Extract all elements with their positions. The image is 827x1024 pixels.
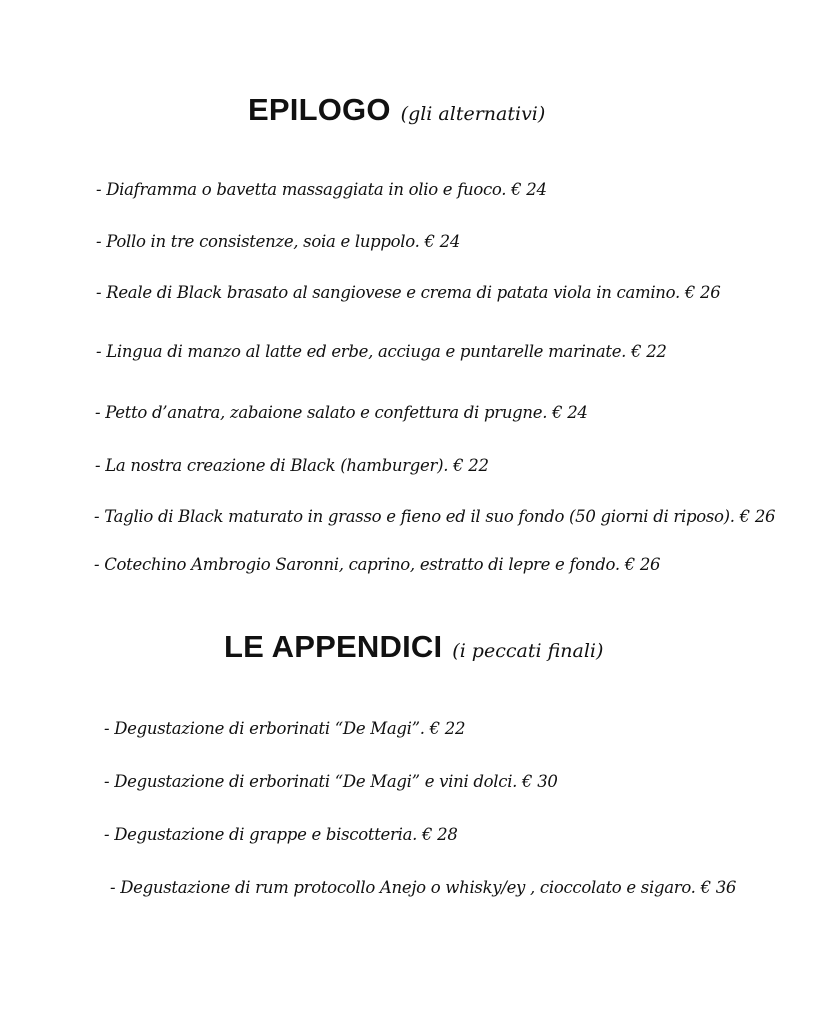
- appendici-heading: [224, 629, 603, 665]
- menu-item: - La nostra creazione di Black (hamburger). € 22: [95, 456, 489, 475]
- menu-item: - Degustazione di rum protocollo Anejo o whisky/ey , cioccolato e sigaro. € 36: [110, 878, 737, 897]
- appendici-title: LE APPENDICI: [224, 629, 443, 664]
- menu-item: - Degustazione di grappe e biscotteria. € 28: [104, 825, 458, 844]
- menu-item: - Taglio di Black maturato in grasso e fieno ed il suo fondo (50 giorni di riposo). € 26: [94, 507, 776, 526]
- epilogo-subtitle: (gli alternativi): [400, 103, 546, 125]
- menu-item: - Lingua di manzo al latte ed erbe, acciuga e puntarelle marinate. € 22: [96, 342, 667, 361]
- appendici-subtitle: (i peccati finali): [452, 640, 604, 662]
- menu-item: - Pollo in tre consistenze, soia e luppolo. € 24: [96, 232, 461, 251]
- menu-item: - Petto d’anatra, zabaione salato e confettura di prugne. € 24: [95, 403, 588, 422]
- menu-item: - Diaframma o bavetta massaggiata in olio e fuoco. € 24: [96, 180, 547, 199]
- epilogo-title: EPILOGO: [248, 92, 391, 127]
- epilogo-heading: [248, 92, 545, 128]
- menu-item: - Degustazione di erborinati “De Magi”. € 22: [104, 719, 466, 738]
- menu-item: - Reale di Black brasato al sangiovese e crema di patata viola in camino. € 26: [96, 283, 721, 302]
- menu-item: - Cotechino Ambrogio Saronni, caprino, estratto di lepre e fondo. € 26: [94, 555, 661, 574]
- menu-item: - Degustazione di erborinati “De Magi” e vini dolci. € 30: [104, 772, 558, 791]
